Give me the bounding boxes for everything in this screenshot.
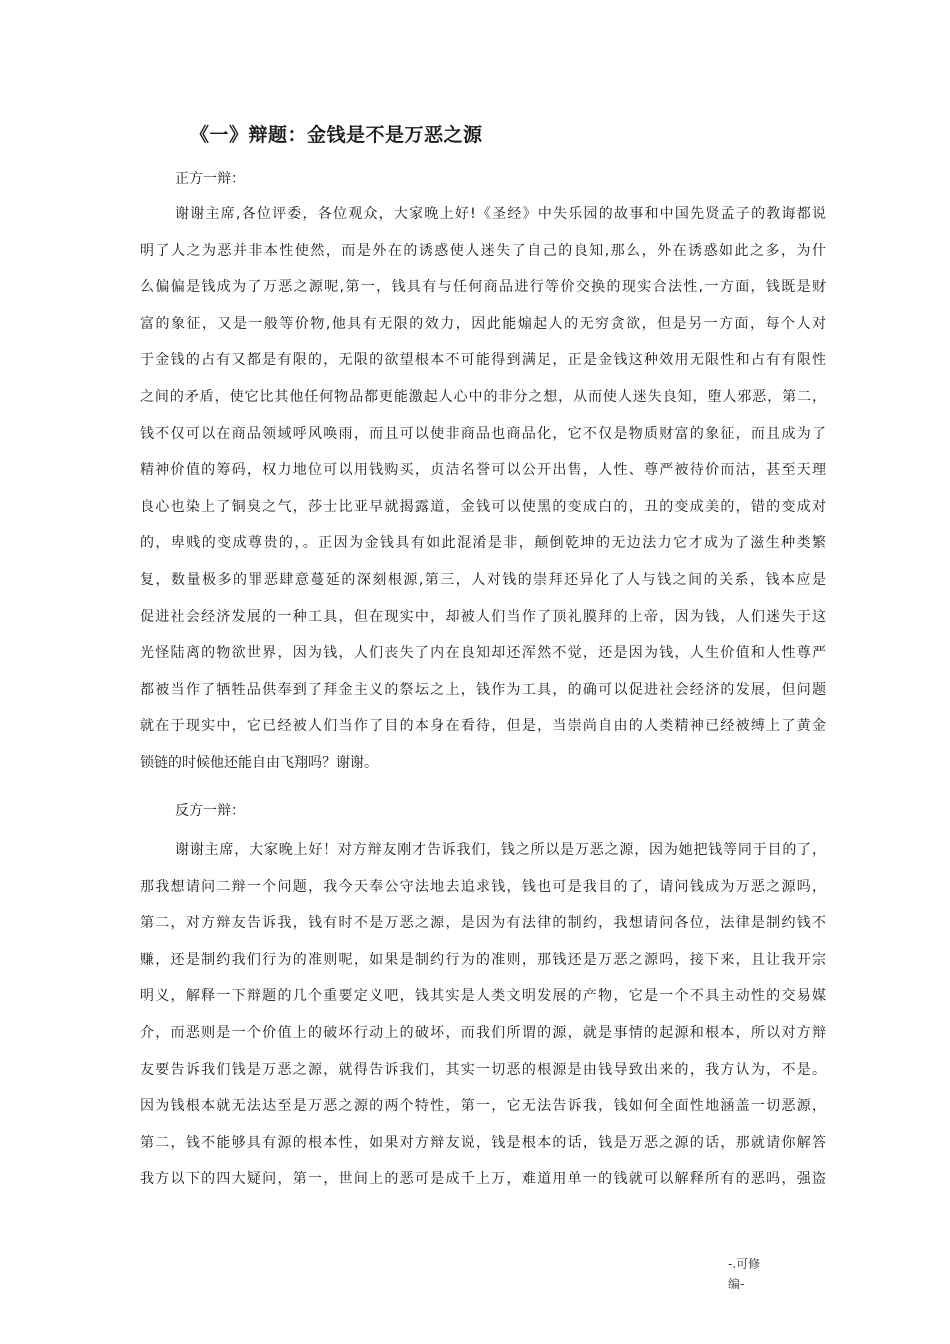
text-line: 精神价值的筹码，权力地位可以用钱购买，贞洁名誉可以公开出售，人性、尊严被待价而沽，甚至天理 <box>140 462 826 479</box>
speaker-label-negative: 反方一辩： <box>175 803 245 819</box>
text-line: 那我想请问二辩一个问题，我今天奉公守法地去追求钱，钱也可是我目的了，请问钱成为万恶之源吗， <box>140 878 826 895</box>
paragraph-negative <box>140 832 826 1198</box>
text-line: 于金钱的占有又都是有限的，无限的欲望根本不可能得到满足，正是金钱这种效用无限性和占有有限性 <box>140 352 826 369</box>
text-line: 第二，钱不能够具有源的根本性，如果对方辩友说，钱是根本的话，钱是万恶之源的话，那就请你解答 <box>140 1134 826 1151</box>
text-line: 介，而恶则是一个价值上的破坏行动上的破坏，而我们所谓的源，就是事情的起源和根本，所以对方辩 <box>140 1024 826 1041</box>
text-line: 就在于现实中，它已经被人们当作了目的本身在看待，但是，当崇尚自由的人类精神已经被缚上了黄金 <box>140 718 826 735</box>
text-line: 我方以下的四大疑问，第一，世间上的恶可是成千上万，难道用单一的钱就可以解释所有的恶吗，强盗 <box>140 1171 826 1188</box>
paragraph-affirmative <box>140 196 826 782</box>
text-line: 锁链的时候他还能自由飞翔吗？谢谢。 <box>140 754 378 771</box>
text-line: 赚，还是制约我们行为的准则呢，如果是制约行为的准则，那钱还是万恶之源吗，接下来，且让我开宗 <box>140 951 826 968</box>
text-line: 友要告诉我们钱是万恶之源，就得告诉我们，其实一切恶的根源是由钱导致出来的，我方认为，不是。 <box>140 1061 826 1078</box>
text-line: 谢谢主席，大家晚上好！对方辩友刚才告诉我们，钱之所以是万恶之源，因为她把钱等同于目的了， <box>175 842 826 858</box>
text-line: 富的象征，又是一般等价物,他具有无限的效力，因此能煽起人的无穷贪欲，但是另一方面，每个人对 <box>140 315 826 332</box>
text-line: 光怪陆离的物欲世界，因为钱，人们丧失了内在良知却还浑然不觉，还是因为钱，人生价值和人性尊严 <box>140 645 826 662</box>
footer-line: 编- <box>728 1277 745 1291</box>
page-footer <box>728 1254 760 1294</box>
text-line: 的，卑贱的变成尊贵的，。正因为金钱具有如此混淆是非，颠倒乾坤的无边法力它才成为了滋生种类繁 <box>140 535 826 552</box>
text-line: 复，数量极多的罪恶肆意蔓延的深刻根源,第三，人对钱的崇拜还异化了人与钱之间的关系，钱本应是 <box>140 571 826 588</box>
text-line: 良心也染上了铜臭之气，莎士比亚早就揭露道，金钱可以使黑的变成白的，丑的变成美的，错的变成对 <box>140 498 826 515</box>
page-title: 《一》辩题：金钱是不是万恶之源 <box>190 124 483 146</box>
text-line: 谢谢主席,各位评委，各位观众，大家晚上好!《圣经》中失乐园的故事和中国先贤孟子的教诲都说 <box>175 206 826 222</box>
text-line: 因为钱根本就无法达至是万恶之源的两个特性，第一，它无法告诉我，钱如何全面性地涵盖一切恶源， <box>140 1098 826 1115</box>
text-line: 钱不仅可以在商品领域呼风唤雨，而且可以使非商品也商品化，它不仅是物质财富的象征，而且成为了 <box>140 425 826 442</box>
text-line: 促进社会经济发展的一种工具，但在现实中，却被人们当作了顶礼膜拜的上帝，因为钱，人们迷失于这 <box>140 608 826 625</box>
text-line: 么偏偏是钱成为了万恶之源呢,第一，钱具有与任何商品进行等价交换的现实合法性,一方面，钱既是财 <box>140 279 826 296</box>
text-line: 第二，对方辩友告诉我，钱有时不是万恶之源，是因为有法律的制约，我想请问各位，法律是制约钱不 <box>140 915 826 932</box>
text-line: 都被当作了牺牲品供奉到了拜金主义的祭坛之上，钱作为工具，的确可以促进社会经济的发展，但问题 <box>140 681 826 698</box>
speaker-label-affirmative: 正方一辩： <box>175 171 245 187</box>
text-line: 明了人之为恶并非本性使然，而是外在的诱惑使人迷失了自己的良知,那么，外在诱惑如此之多，为什 <box>140 242 826 259</box>
text-line: 明义，解释一下辩题的几个重要定义吧，钱其实是人类文明发展的产物，它是一个不具主动性的交易媒 <box>140 988 826 1005</box>
footer-line: -.可修 <box>728 1257 761 1271</box>
text-line: 之间的矛盾，使它比其他任何物品都更能激起人心中的非分之想，从而使人迷失良知，堕人邪恶，第二， <box>140 388 826 405</box>
